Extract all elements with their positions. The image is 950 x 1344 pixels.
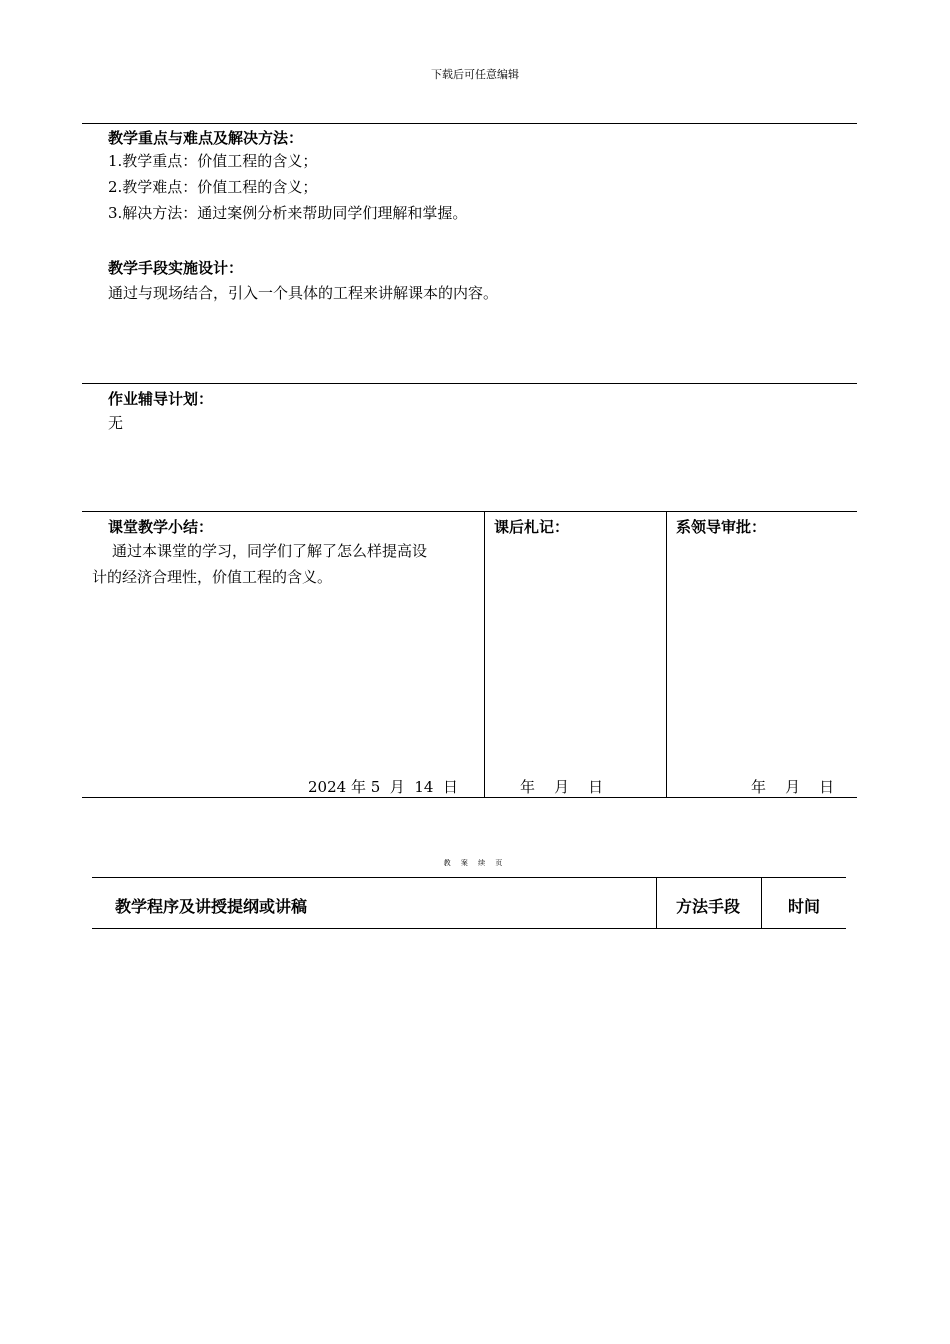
section-divider (82, 383, 857, 384)
table-bottom-border (92, 928, 846, 929)
means-content: 通过与现场结合，引入一个具体的工程来讲解课本的内容。 (108, 284, 499, 302)
key-point-item: 1.教学重点：价值工程的含义； (108, 152, 318, 170)
page-header-note: 下载后可任意编辑 (431, 68, 519, 81)
section-divider (82, 123, 857, 124)
section-divider (82, 511, 857, 512)
means-title: 教学手段实施设计： (108, 259, 244, 277)
continuation-title: 教 案 续 页 (443, 859, 507, 867)
notes-date: 年 月 日 (520, 778, 604, 796)
table-header-outline: 教学程序及讲授提纲或讲稿 (115, 897, 308, 916)
column-divider (484, 511, 485, 798)
section-divider (82, 797, 857, 798)
summary-text-line: 通过本课堂的学习，同学们了解了怎么样提高设 (112, 542, 428, 560)
column-divider (666, 511, 667, 798)
key-point-item: 3.解决方法：通过案例分析来帮助同学们理解和掌握。 (108, 204, 468, 222)
summary-date: 2024 年 5 月 14 日 (308, 778, 458, 796)
table-top-border (92, 877, 846, 878)
approval-title: 系领导审批： (676, 518, 767, 536)
homework-title: 作业辅导计划： (108, 390, 214, 408)
homework-content: 无 (108, 414, 124, 432)
approval-date: 年 月 日 (751, 778, 835, 796)
notes-title: 课后札记： (494, 518, 570, 536)
key-point-item: 2.教学难点：价值工程的含义； (108, 178, 318, 196)
column-divider (656, 877, 657, 929)
summary-text-line: 计的经济合理性，价值工程的含义。 (92, 568, 333, 586)
table-header-time: 时间 (788, 897, 821, 916)
column-divider (761, 877, 762, 929)
table-header-method: 方法手段 (676, 897, 741, 916)
summary-title: 课堂教学小结： (108, 518, 214, 536)
key-points-title: 教学重点与难点及解决方法： (108, 129, 304, 147)
